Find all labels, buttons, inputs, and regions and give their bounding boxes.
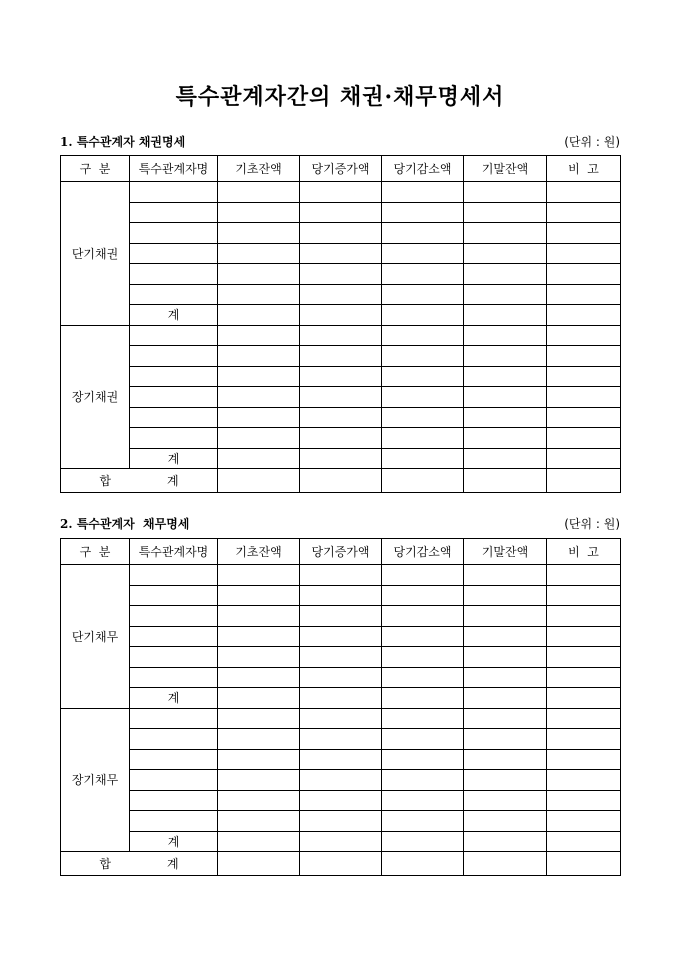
table-row: [61, 749, 621, 770]
table-row: [61, 264, 621, 285]
table-row: [61, 585, 621, 606]
table-row: [61, 284, 621, 305]
table-row: [61, 407, 621, 428]
header-row: [61, 539, 621, 565]
group-label: 단기채권: [61, 182, 130, 326]
subtotal-row: [61, 831, 621, 852]
subtotal-label: 계: [130, 448, 218, 469]
subtotal-label: 계: [130, 688, 218, 709]
col-party-name: 특수관계자명: [130, 156, 218, 182]
section-2-heading: 2. 특수관계자 채무명세: [60, 517, 190, 531]
col-increase: 당기증가액: [300, 156, 382, 182]
group-label: 단기채무: [61, 565, 130, 709]
subtotal-row: [61, 305, 621, 326]
table-row: [61, 325, 621, 346]
receivables-table: [60, 155, 621, 493]
section-1-heading: 1. 특수관계자 채권명세: [60, 135, 186, 149]
header-row: [61, 156, 621, 182]
grand-total-label-right: 계: [167, 857, 179, 871]
col-opening-balance: 기초잔액: [218, 539, 300, 565]
group-label: 장기채권: [61, 325, 130, 469]
section-2-header: [60, 515, 620, 533]
table-row: [61, 647, 621, 668]
table-row: [61, 428, 621, 449]
grand-total-label-right: 계: [167, 474, 179, 488]
table-row: [61, 708, 621, 729]
page-title: 특수관계자간의 채권·채무명세서: [175, 84, 505, 110]
col-remarks: 비 고: [547, 539, 621, 565]
section-1-unit: (단위 : 원): [564, 135, 620, 149]
table-row: [61, 790, 621, 811]
subtotal-row: [61, 448, 621, 469]
grand-total-row: [61, 852, 621, 876]
grand-total-label-left: 합: [99, 474, 111, 488]
table-row: [61, 223, 621, 244]
table-row: [61, 202, 621, 223]
subtotal-label: 계: [130, 305, 218, 326]
group-label: 장기채무: [61, 708, 130, 852]
col-remarks: 비 고: [547, 156, 621, 182]
table-row: [61, 626, 621, 647]
table-row: [61, 729, 621, 750]
col-increase: 당기증가액: [300, 539, 382, 565]
col-decrease: 당기감소액: [382, 156, 464, 182]
table-row: [61, 565, 621, 586]
table-row: [61, 770, 621, 791]
grand-total-label: [61, 469, 218, 493]
col-decrease: 당기감소액: [382, 539, 464, 565]
grand-total-label: [61, 852, 218, 876]
table-row: [61, 606, 621, 627]
section-1-header: [60, 133, 620, 151]
col-category: 구 분: [61, 156, 130, 182]
table-row: [61, 387, 621, 408]
table-row: [61, 366, 621, 387]
subtotal-label: 계: [130, 831, 218, 852]
subtotal-row: [61, 688, 621, 709]
table-row: [61, 243, 621, 264]
section-2-unit: (단위 : 원): [564, 517, 620, 531]
col-closing-balance: 기말잔액: [464, 156, 547, 182]
col-closing-balance: 기말잔액: [464, 539, 547, 565]
table-row: [61, 811, 621, 832]
col-party-name: 특수관계자명: [130, 539, 218, 565]
table-row: [61, 667, 621, 688]
payables-table: [60, 538, 621, 876]
table-row: [61, 182, 621, 203]
grand-total-label-left: 합: [99, 857, 111, 871]
table-row: [61, 346, 621, 367]
col-category: 구 분: [61, 539, 130, 565]
grand-total-row: [61, 469, 621, 493]
col-opening-balance: 기초잔액: [218, 156, 300, 182]
